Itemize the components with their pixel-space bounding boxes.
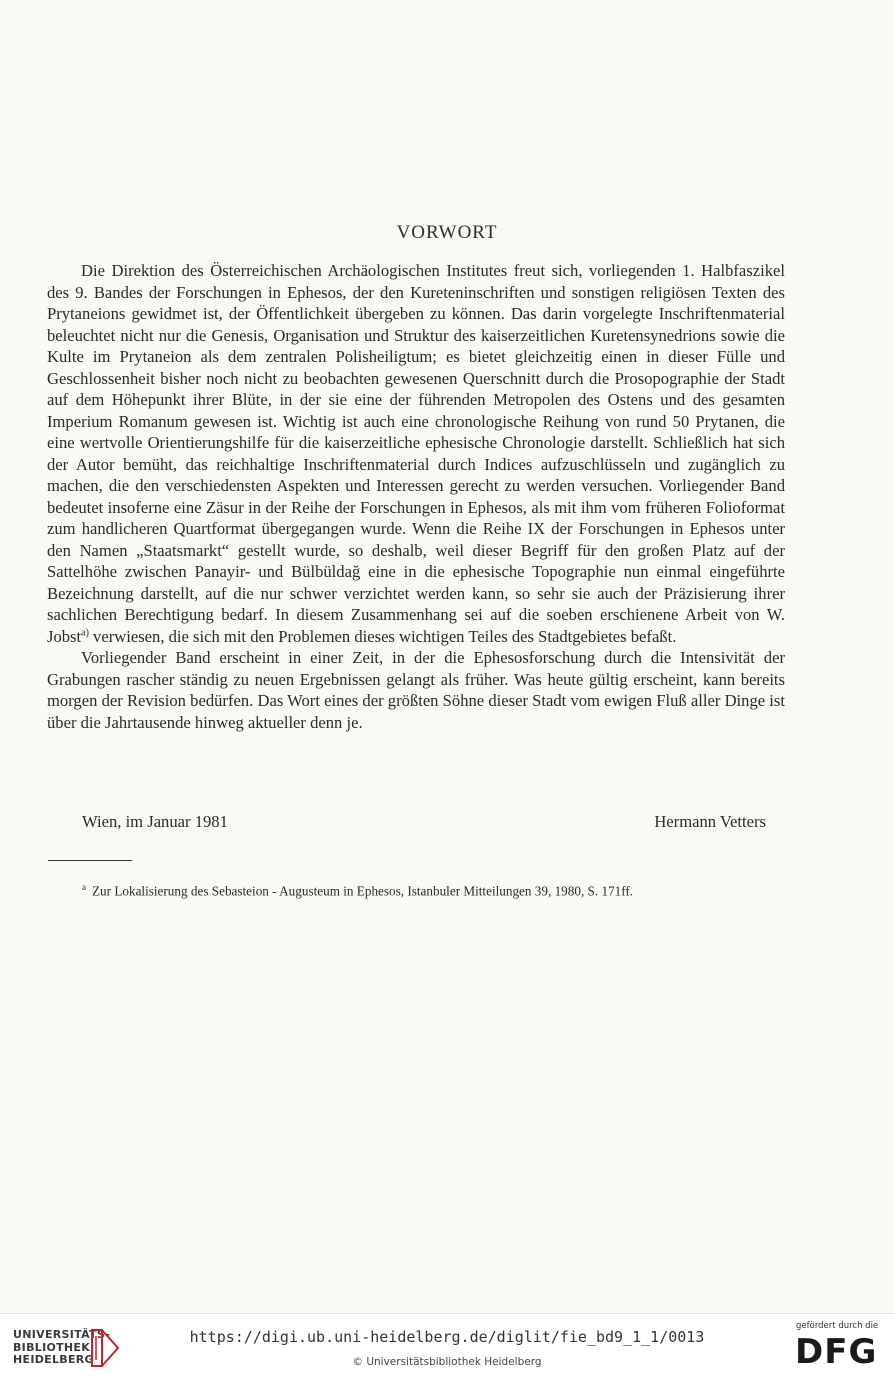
footnote-text: Zur Lokalisierung des Sebasteion - Augusteum in Ephesos, Istanbuler Mitteilungen 39, 1980, S. 171ff.: [92, 883, 634, 899]
signature-line: [82, 812, 766, 832]
copyright-notice: © Universitätsbibliothek Heidelberg: [352, 1356, 542, 1368]
library-name-line-1: UNIVERSITÄTS-: [13, 1328, 110, 1341]
paragraph-1-end: verwiesen, die sich mit den Problemen dieses wichtigen Teiles des Stadtgebietes befaßt.: [88, 626, 677, 646]
author-name: Hermann Vetters: [654, 812, 766, 831]
funding-note: gefördert durch die: [796, 1321, 879, 1331]
footnote-reference[interactable]: a): [81, 626, 89, 638]
viewer-footer: [0, 1313, 894, 1378]
library-name-line-2: BIBLIOTHEK: [13, 1340, 91, 1354]
page-title: VORWORT: [396, 222, 498, 243]
footnote-divider: [48, 860, 132, 861]
paragraph-1: [47, 260, 785, 647]
library-name-line-3: HEIDELBERG: [13, 1353, 94, 1366]
permalink-url[interactable]: https://digi.ub.uni-heidelberg.de/diglit/fie_bd9_1_1/0013: [189, 1328, 705, 1346]
dfg-logo[interactable]: DFG: [795, 1332, 878, 1372]
place-date: Wien, im Januar 1981: [82, 812, 228, 831]
footnote: [82, 878, 792, 900]
paragraph-1-text: Die Direktion des Österreichischen Archäologischen Institutes freut sich, vorliegenden 1. Halbfaszikel des 9. Bandes der Forschungen in Ephesos, der den Kureteninschriften und sonstigen religiösen Texten des Prytaneions gewidmet ist, der Öffentlichkeit übergeben zu können. Das darin vorgelegte Inschriftenmaterial beleuchtet nicht nur die Genesis, Organisation und Struktur des kaiserzeitlichen Kuretensynedrions sowie die Kulte im Prytaneion als dem zentralen Polisheiligtum; es bietet gleichzeitig einen in dieser Fülle und Geschlossenheit bisher noch nicht zu beobachten gewesenen Querschnitt durch die Prosopographie der Stadt auf dem Höhepunkt ihrer Blüte, in der sie eine der führenden Metropolen des Ostens und des gesamten Imperium Romanum gewesen ist. Wichtig ist auch eine chronologische Reihung von rund 50 Prytanen, die eine wertvolle Orientierungshilfe für die kaiserzeitliche ephesische Chronologie darstellt. Schließlich hat sich der Autor bemüht, das reichhaltige Inschriftenmaterial durch Indices aufzuschlüsseln und zugänglich zu machen, die den verschiedensten Aspekten und Interessen gerecht zu werden versuchen. Vorliegender Band bedeutet insoferne eine Zäsur in der Reihe der Forschungen in Ephesos, als mit ihm vom früheren Folioformat zum handlicheren Quartformat übergegangen wurde. Wenn die Reihe IX der Forschungen in Ephesos unter den Namen „Staatsmarkt“ gestellt wurde, so deshalb, weil dieser Begriff für den großen Platz auf der Sattelhöhe zwischen Panayir- und Bülbüldağ eine in die ephesische Topographie nun einmal eingeführte Bezeichnung darstellt, auf die nur schwer verzichtet werden kann, so sehr sie auch der Präzisierung ihrer sachlichen Berechtigung bedarf. In diesem Zusammenhang sei auf die soeben erschienene Arbeit von W. Jobst: [47, 261, 785, 646]
footnote-label: a: [82, 882, 86, 892]
preface-body: [47, 260, 785, 733]
paragraph-2: Vorliegender Band erscheint in einer Zeit, in der die Ephesosforschung durch die Intensivität der Grabungen rascher ständig zu neuen Ergebnissen gelangt als früher. Was heute gültig erscheint, kann bereits morgen der Revision bedürfen. Das Wort eines der größten Söhne dieser Stadt vom ewigen Fluß aller Dinge ist über die Jahrtausende hinweg aktueller denn je.: [47, 648, 785, 732]
